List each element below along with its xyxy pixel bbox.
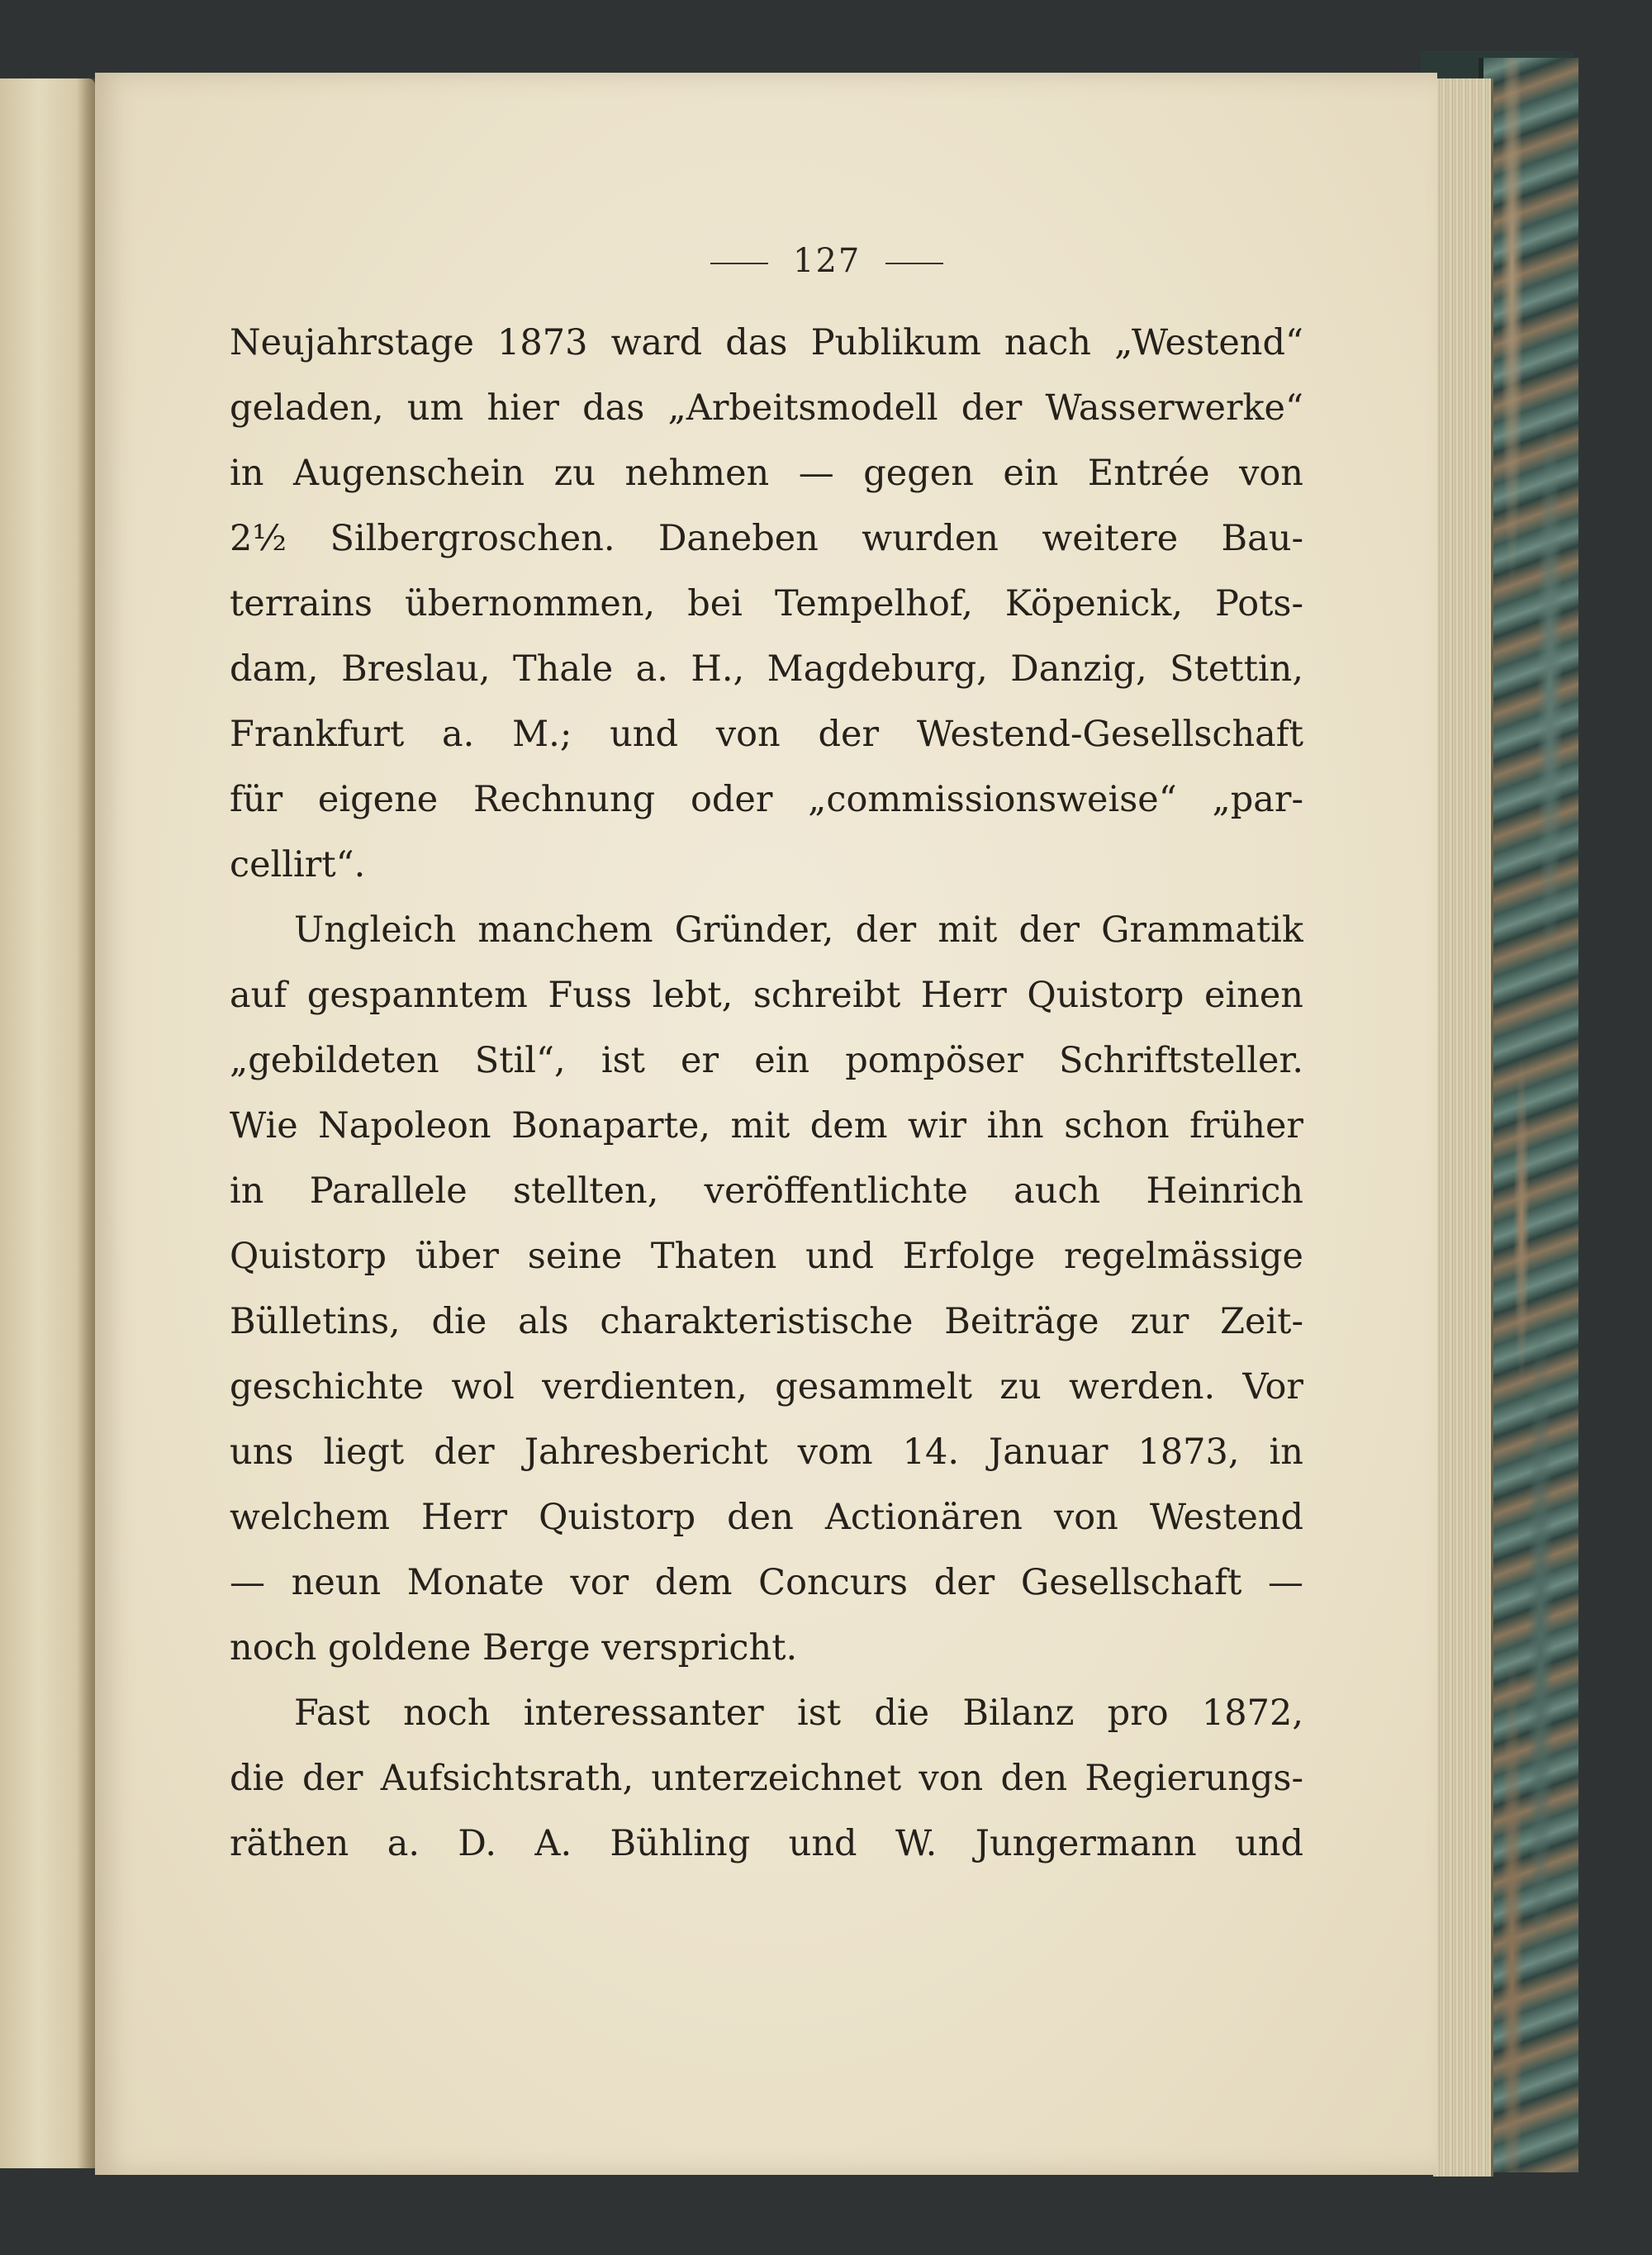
- page-number-dash-left: [710, 263, 768, 264]
- page-edges: [1433, 78, 1493, 2177]
- text-line: räthen a. D. A. Bühling und W. Jungermann und: [230, 1823, 1303, 1864]
- text-line: in Parallele stellten, veröffentlichte auch Heinrich: [230, 1170, 1303, 1212]
- text-line: noch goldene Berge verspricht.: [230, 1627, 798, 1669]
- text-line: Frankfurt a. M.; und von der Westend-Gesellschaft: [230, 714, 1303, 755]
- marbled-book-cover: [1479, 58, 1578, 2172]
- text-line: geladen, um hier das „Arbeitsmodell der Wasserwerke“: [230, 387, 1303, 429]
- text-line: — neun Monate vor dem Concurs der Gesellschaft —: [230, 1562, 1303, 1603]
- text-line: in Augenschein zu nehmen — gegen ein Entrée von: [230, 453, 1303, 494]
- text-line: Fast noch interessanter ist die Bilanz pro 1872,: [294, 1692, 1303, 1734]
- text-line: „gebildeten Stil“, ist er ein pompöser Schriftsteller.: [230, 1040, 1303, 1081]
- text-line: geschichte wol verdienten, gesammelt zu werden. Vor: [230, 1366, 1303, 1408]
- page-number-dash-right: [885, 263, 943, 264]
- text-line: welchem Herr Quistorp den Actionären von Westend: [230, 1497, 1303, 1538]
- text-line: dam, Breslau, Thale a. H., Magdeburg, Danzig, Stettin,: [230, 648, 1303, 690]
- text-line: 2½ Silbergroschen. Daneben wurden weitere Bau-: [230, 518, 1303, 559]
- body-text: [230, 311, 1303, 1877]
- text-line: Quistorp über seine Thaten und Erfolge regelmässige: [230, 1236, 1303, 1277]
- text-line: Neujahrstage 1873 ward das Publikum nach „Westend“: [230, 322, 1303, 363]
- text-line: cellirt“.: [230, 844, 366, 885]
- page-number-text: 127: [793, 242, 862, 280]
- text-line: Bülletins, die als charakteristische Beiträge zur Zeit-: [230, 1301, 1303, 1342]
- book-page: [95, 73, 1437, 2175]
- text-line: für eigene Rechnung oder „commissionsweise“ „par-: [230, 779, 1303, 820]
- text-line: die der Aufsichtsrath, unterzeichnet von den Regierungs-: [230, 1758, 1303, 1799]
- text-line: Ungleich manchem Gründer, der mit der Grammatik: [294, 909, 1303, 951]
- text-line: Wie Napoleon Bonaparte, mit dem wir ihn schon früher: [230, 1105, 1303, 1146]
- text-line: uns liegt der Jahresbericht vom 14. Januar 1873, in: [230, 1431, 1303, 1473]
- text-line: terrains übernommen, bei Tempelhof, Köpenick, Pots-: [230, 583, 1303, 624]
- page-number: [686, 242, 968, 280]
- text-line: auf gespanntem Fuss lebt, schreibt Herr Quistorp einen: [230, 975, 1303, 1016]
